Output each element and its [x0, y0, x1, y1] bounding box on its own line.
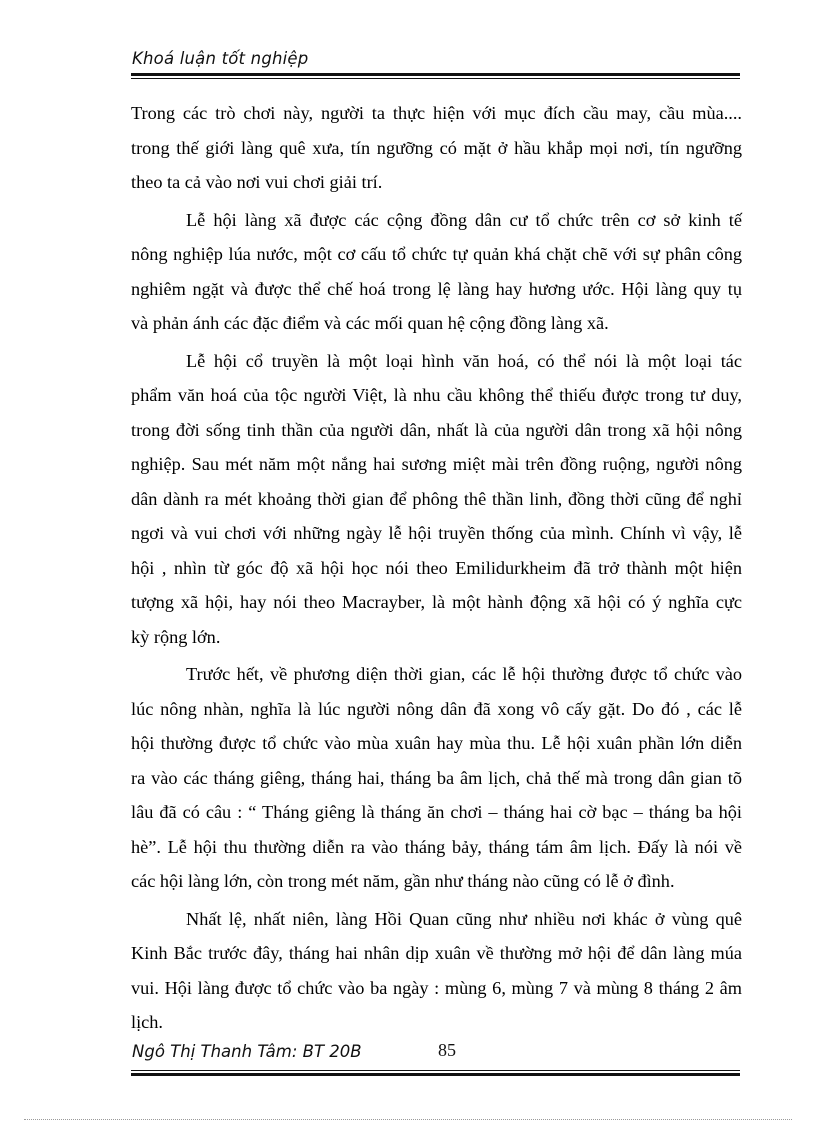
- text-line: dân dành ra mét khoảng thời gian để phông thê thần linh, đồng thời cũng để nghỉ: [131, 488, 742, 509]
- paragraph-2: [131, 203, 742, 341]
- text-line: hội thường được tổ chức vào mùa xuân hay mùa thu. Lễ hội xuân phần lớn diễn: [131, 733, 742, 753]
- page-edge-divider: [24, 1119, 792, 1120]
- text-line: Nhất lệ, nhất niên, làng Hồi Quan cũng như nhiều nơi khác ở vùng quê: [186, 908, 742, 929]
- paragraph-3: [131, 344, 742, 655]
- text-line: ngơi và vui chơi với những ngày lễ hội truyền thống của mình. Chính vì vậy, lễ: [131, 523, 742, 543]
- text-line: Lễ hội cổ truyền là một loại hình văn hoá, có thể nói là một loại tác: [186, 350, 742, 371]
- text-line: tượng xã hội, hay nói theo Macrayber, là một hành động xã hội có ý nghĩa cực: [131, 592, 742, 612]
- running-header-title: Khoá luận tốt nghiệp: [132, 49, 309, 68]
- paragraph-1: [131, 96, 742, 200]
- header-rule-thin: [131, 78, 740, 79]
- text-line: và phản ánh các đặc điểm và các mối quan hệ cộng đồng làng xã.: [131, 313, 609, 333]
- text-line: Lễ hội làng xã được các cộng đồng dân cư tổ chức trên cơ sở kinh tế: [186, 209, 742, 230]
- text-line: vui. Hội làng được tổ chức vào ba ngày : mùng 6, mùng 7 và mùng 8 tháng 2 âm: [131, 977, 742, 998]
- text-line: trong thế giới làng quê xưa, tín ngưỡng có mặt ở hầu khắp mọi nơi, tín ngưỡng: [131, 137, 742, 158]
- text-line: nông nghiệp lúa nước, một cơ cấu tổ chức tự quản khá chặt chẽ với sự phân công: [131, 244, 742, 264]
- header-rule-thick: [131, 73, 740, 76]
- text-line: hội , nhìn từ góc độ xã hội học nói theo Emilidurkheim đã trở thành một hiện: [131, 557, 742, 578]
- text-line: trong đời sống tinh thần của người dân, nhất là của người dân trong xã hội nông: [131, 419, 742, 440]
- text-line: phẩm văn hoá của tộc người Việt, là nhu cầu không thể thiếu được trong tư duy,: [131, 385, 742, 405]
- text-line: hè”. Lễ hội thu thường diễn ra vào tháng bảy, tháng tám âm lịch. Đấy là nói về: [131, 836, 742, 857]
- paragraph-4: [131, 657, 742, 899]
- text-line: lịch.: [131, 1012, 163, 1032]
- footer-rule-thin: [131, 1070, 740, 1071]
- body-text: [131, 96, 742, 1040]
- text-line: theo ta cả vào nơi vui chơi giải trí.: [131, 172, 383, 192]
- text-line: kỳ rộng lớn.: [131, 626, 221, 647]
- page-number: 85: [438, 1040, 456, 1060]
- footer-rule-thick: [131, 1073, 740, 1076]
- text-line: lúc nông nhàn, nghĩa là lúc người nông dân đã xong vô cấy gặt. Do đó , các lễ: [131, 698, 742, 719]
- text-line: nghiệp. Sau mét năm một nắng hai sương miệt mài trên đồng ruộng, người nông: [131, 454, 742, 474]
- paragraph-5: [131, 902, 742, 1040]
- footer-author: Ngô Thị Thanh Tâm: BT 20B: [132, 1042, 362, 1061]
- text-line: Kinh Bắc trước đây, tháng hai nhân dịp xuân về thường mở hội để dân làng múa: [131, 943, 742, 963]
- text-line: ra vào các tháng giêng, tháng hai, tháng ba âm lịch, chả thế mà trong dân gian tõ: [131, 767, 742, 788]
- text-line: nghiêm ngặt và được thể chế hoá trong lệ làng hay hương ước. Hội làng quy tụ: [131, 278, 742, 299]
- text-line: Trước hết, về phương diện thời gian, các lễ hội thường được tổ chức vào: [186, 664, 742, 684]
- text-line: Trong các trò chơi này, người ta thực hiện với mục đích cầu may, cầu mùa....: [131, 103, 742, 123]
- text-line: các hội làng lớn, còn trong mét năm, gần như tháng nào cũng có lễ ở đình.: [131, 871, 675, 891]
- text-line: lâu đã có câu : “ Tháng giêng là tháng ăn chơi – tháng hai cờ bạc – tháng ba hội: [131, 802, 742, 822]
